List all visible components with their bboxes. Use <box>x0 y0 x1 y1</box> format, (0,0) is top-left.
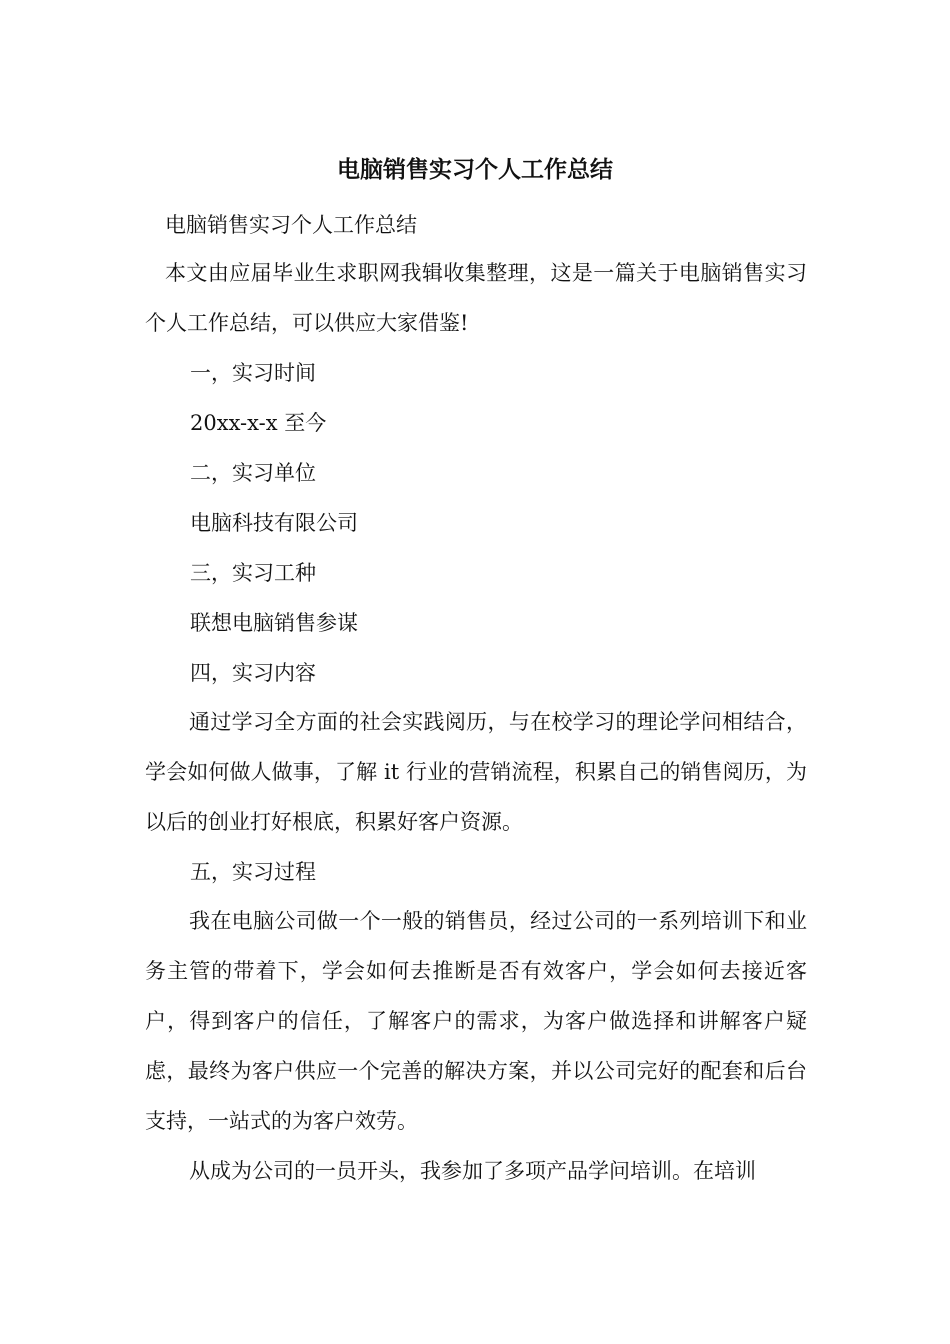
section-content-2: 电脑科技有限公司 <box>190 511 358 535</box>
section-content-5: 我在电脑公司做一个一般的销售员，经过公司的一系列培训下和业务主管的带着下，学会如何去推断是否有效客户，学会如何去接近客户，得到客户的信任，了解客户的需求，为客户做选择和讲解客户疑虑，最终为客户供应一个完善的解决方案，并以公司完好的配套和后台支持，一站式的为客户效劳。 <box>145 909 807 1133</box>
section-content-3: 联想电脑销售参谋 <box>190 611 358 635</box>
section-heading-1: 一，实习时间 <box>190 361 316 385</box>
document-subtitle: 电脑销售实习个人工作总结 <box>165 213 417 237</box>
section-heading-3: 三，实习工种 <box>190 561 316 585</box>
intro-paragraph: 本文由应届毕业生求职网我辑收集整理，这是一篇关于电脑销售实习个人工作总结，可以供应大家借鉴! <box>145 261 807 335</box>
section-heading-4: 四，实习内容 <box>190 661 316 685</box>
section-heading-2: 二，实习单位 <box>190 461 316 485</box>
section-content-4: 通过学习全方面的社会实践阅历，与在校学习的理论学问相结合，学会如何做人做事，了解 it 行业的营销流程，积累自己的销售阅历，为以后的创业打好根底，积累好客户资源。 <box>145 710 807 834</box>
section-content-1: 20xx-x-x 至今 <box>190 411 327 435</box>
section-heading-5: 五，实习过程 <box>190 860 316 884</box>
last-paragraph: 从成为公司的一员开头，我参加了多项产品学问培训。在培训 <box>189 1159 756 1183</box>
document-title: 电脑销售实习个人工作总结 <box>337 157 613 183</box>
